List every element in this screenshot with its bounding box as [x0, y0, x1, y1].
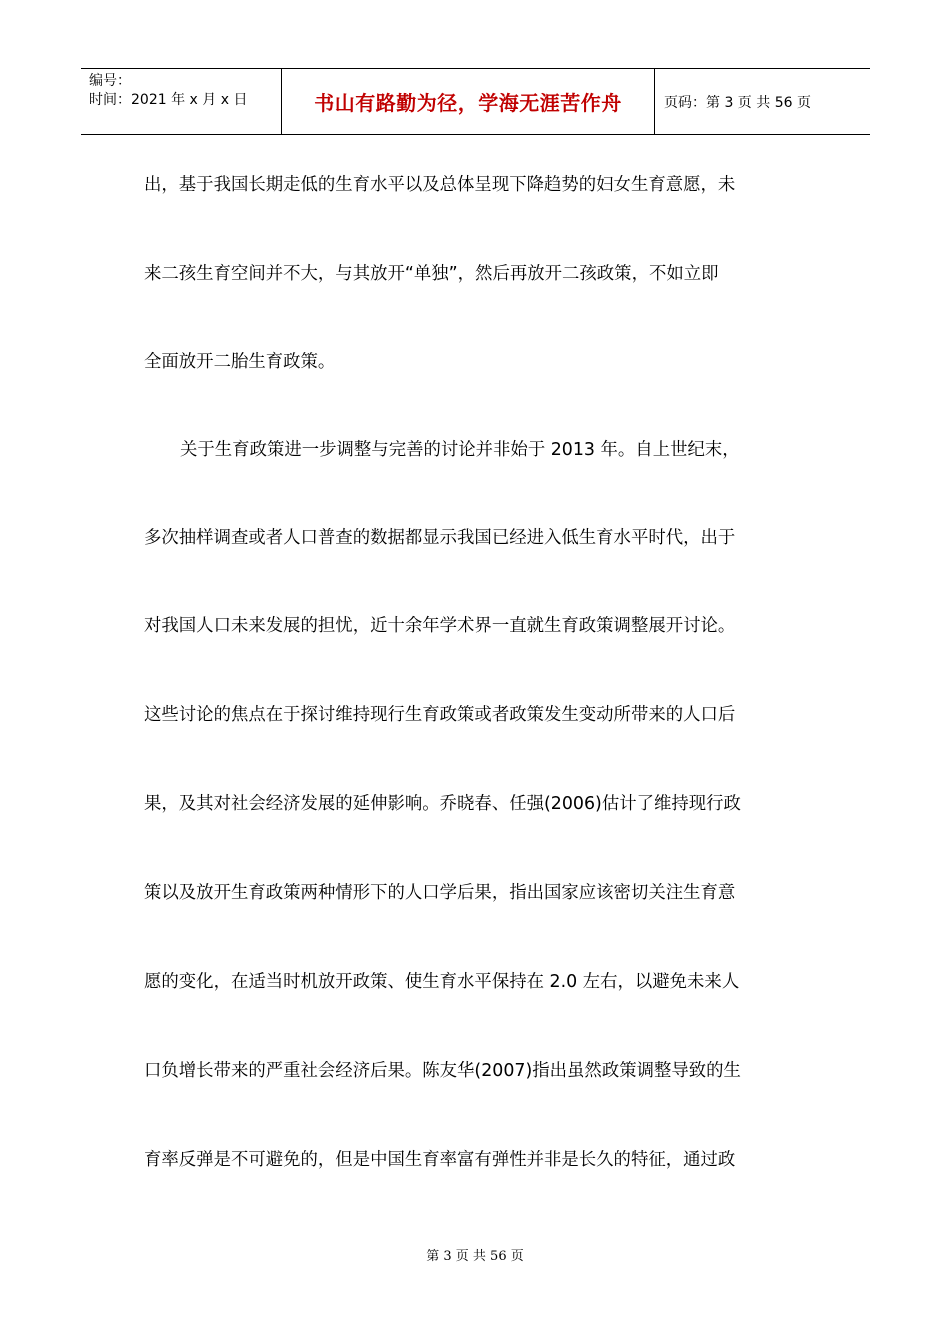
paragraph-first-line: 关于生育政策进一步调整与完善的讨论并非始于 2013 年。自上世纪末，	[180, 440, 740, 460]
document-date: 时间：2021 年 x 月 x 日	[89, 92, 248, 108]
page-header	[81, 68, 870, 135]
body-line: 对我国人口未来发展的担忧，近十余年学术界一直就生育政策调整展开讨论。	[144, 616, 736, 636]
body-line: 愿的变化，在适当时机放开政策、使生育水平保持在 2.0 左右，以避免未来人	[144, 972, 740, 992]
page-footer: 第 3 页 共 56 页	[426, 1249, 524, 1264]
body-line: 育率反弹是不可避免的，但是中国生育率富有弹性并非是长久的特征，通过政	[144, 1150, 736, 1170]
body-line: 多次抽样调查或者人口普查的数据都显示我国已经进入低生育水平时代，出于	[144, 528, 736, 548]
header-motto-cell	[282, 69, 655, 134]
body-line: 全面放开二胎生育政策。	[144, 352, 336, 372]
document-number-label: 编号：	[89, 73, 131, 89]
body-line: 来二孩生育空间并不大，与其放开“单独”，然后再放开二孩政策，不如立即	[144, 264, 719, 284]
body-line: 口负增长带来的严重社会经济后果。陈友华(2007)指出虽然政策调整导致的生	[144, 1061, 741, 1081]
header-page-cell	[655, 69, 870, 134]
header-page-info: 页码：第 3 页 共 56 页	[664, 94, 811, 111]
body-line: 策以及放开生育政策两种情形下的人口学后果，指出国家应该密切关注生育意	[144, 883, 736, 903]
body-line: 出，基于我国长期走低的生育水平以及总体呈现下降趋势的妇女生育意愿，未	[144, 175, 736, 195]
body-line: 这些讨论的焦点在于探讨维持现行生育政策或者政策发生变动所带来的人口后	[144, 705, 736, 725]
header-meta-cell	[81, 69, 282, 134]
header-motto: 书山有路勤为径，学海无涯苦作舟	[314, 91, 622, 115]
body-line: 果，及其对社会经济发展的延伸影响。乔晓春、任强(2006)估计了维持现行政	[144, 794, 741, 814]
